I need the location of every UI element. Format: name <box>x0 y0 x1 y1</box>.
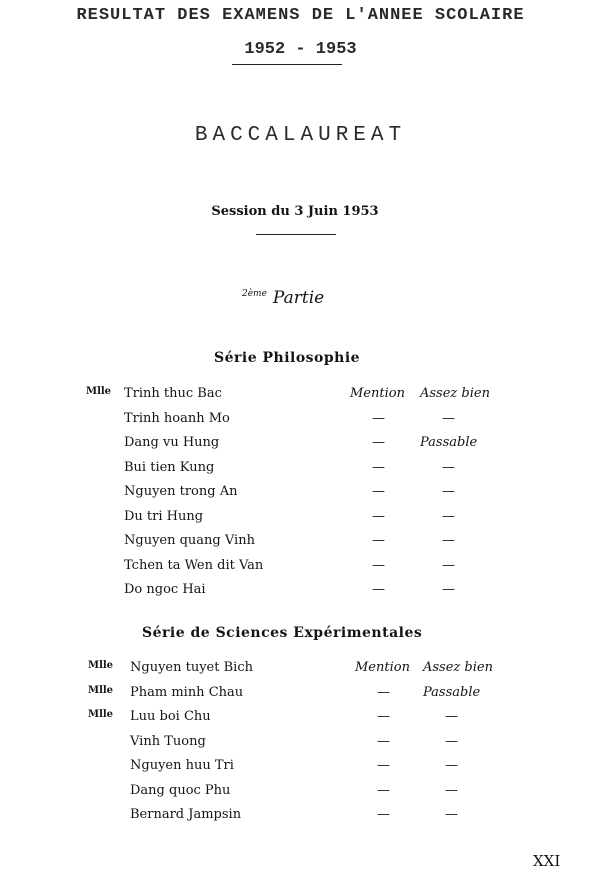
result-row <box>0 509 601 531</box>
mention-col-1: — <box>377 807 390 822</box>
candidate-name: Nguyen trong An <box>124 484 238 499</box>
mention-col-1: — <box>377 782 390 798</box>
candidate-name: Tchen ta Wen dit Van <box>124 557 264 573</box>
result-row <box>0 807 601 829</box>
mention-col-2: — <box>442 410 455 426</box>
honorific: Mlle <box>86 386 112 397</box>
result-row <box>0 411 601 433</box>
mention-col-1: Mention <box>355 660 410 675</box>
mention-col-1: — <box>377 733 390 749</box>
series-title: Série Philosophie <box>214 350 361 366</box>
candidate-name: Nguyen quang Vinh <box>124 533 255 548</box>
mention-col-2: — <box>445 709 458 724</box>
mention-col-1: — <box>372 582 385 597</box>
page-number: XXI <box>533 852 561 870</box>
mention-col-1: — <box>372 435 385 450</box>
mention-col-1: — <box>372 484 385 499</box>
result-row <box>0 660 601 682</box>
mention-col-1: — <box>377 709 390 724</box>
result-row <box>0 533 601 555</box>
candidate-name: Bui tien Kung <box>124 459 215 475</box>
result-row <box>0 709 601 731</box>
result-row <box>0 386 601 408</box>
part-label: Partie <box>272 288 325 308</box>
mention-col-1: — <box>372 557 385 573</box>
result-row <box>0 460 601 482</box>
candidate-name: Dang vu Hung <box>124 435 220 450</box>
result-row <box>0 484 601 506</box>
candidate-name: Trinh thuc Bac <box>124 386 222 401</box>
mention-col-1: — <box>377 758 390 773</box>
mention-col-2: — <box>442 533 455 548</box>
session-date: Session du 3 Juin 1953 <box>211 204 379 219</box>
doc-header-title: RESULTAT DES EXAMENS DE L'ANNEE SCOLAIRE <box>76 6 525 25</box>
mention-col-1: Mention <box>350 386 405 401</box>
part-heading <box>242 288 324 308</box>
candidate-name: Nguyen huu Tri <box>130 758 234 773</box>
honorific: Mlle <box>88 709 114 720</box>
result-row <box>0 685 601 707</box>
honorific: Mlle <box>88 660 114 671</box>
mention-col-2: — <box>445 782 458 798</box>
candidate-name: Dang quoc Phu <box>130 782 231 798</box>
mention-col-2: — <box>442 582 455 597</box>
candidate-name: Vinh Tuong <box>130 733 206 749</box>
mention-col-1: — <box>377 684 390 700</box>
mention-col-2: Assez bien <box>420 386 490 401</box>
mention-col-2: Assez bien <box>423 660 493 675</box>
exam-title: BACCALAUREAT <box>194 124 407 147</box>
candidate-name: Trinh hoanh Mo <box>124 410 230 426</box>
mention-col-1: — <box>372 410 385 426</box>
mention-col-2: — <box>442 508 455 524</box>
mention-col-1: — <box>372 459 385 475</box>
candidate-name: Du tri Hung <box>124 508 204 524</box>
mention-col-2: — <box>442 459 455 475</box>
mention-col-2: Passable <box>420 435 478 450</box>
mention-col-2: — <box>445 807 458 822</box>
mention-col-2: — <box>442 557 455 573</box>
series-title: Série de Sciences Expérimentales <box>142 625 423 641</box>
result-row <box>0 758 601 780</box>
candidate-name: Pham minh Chau <box>130 684 244 700</box>
result-row <box>0 783 601 805</box>
mention-col-2: Passable <box>423 684 481 700</box>
honorific: Mlle <box>88 684 114 696</box>
candidate-name: Bernard Jampsin <box>130 807 242 822</box>
mention-col-2: — <box>445 733 458 749</box>
doc-header-years: 1952 - 1953 <box>244 40 357 59</box>
result-row <box>0 734 601 756</box>
mention-col-2: — <box>445 758 458 773</box>
candidate-name: Luu boi Chu <box>130 709 211 724</box>
result-row <box>0 582 601 604</box>
result-row <box>0 435 601 457</box>
divider <box>232 64 342 65</box>
candidate-name: Do ngoc Hai <box>124 582 206 597</box>
candidate-name: Nguyen tuyet Bich <box>130 660 253 675</box>
part-number: 2ème <box>242 289 267 299</box>
mention-col-1: — <box>372 533 385 548</box>
result-row <box>0 558 601 580</box>
mention-col-1: — <box>372 508 385 524</box>
mention-col-2: — <box>442 484 455 499</box>
divider <box>256 234 336 235</box>
